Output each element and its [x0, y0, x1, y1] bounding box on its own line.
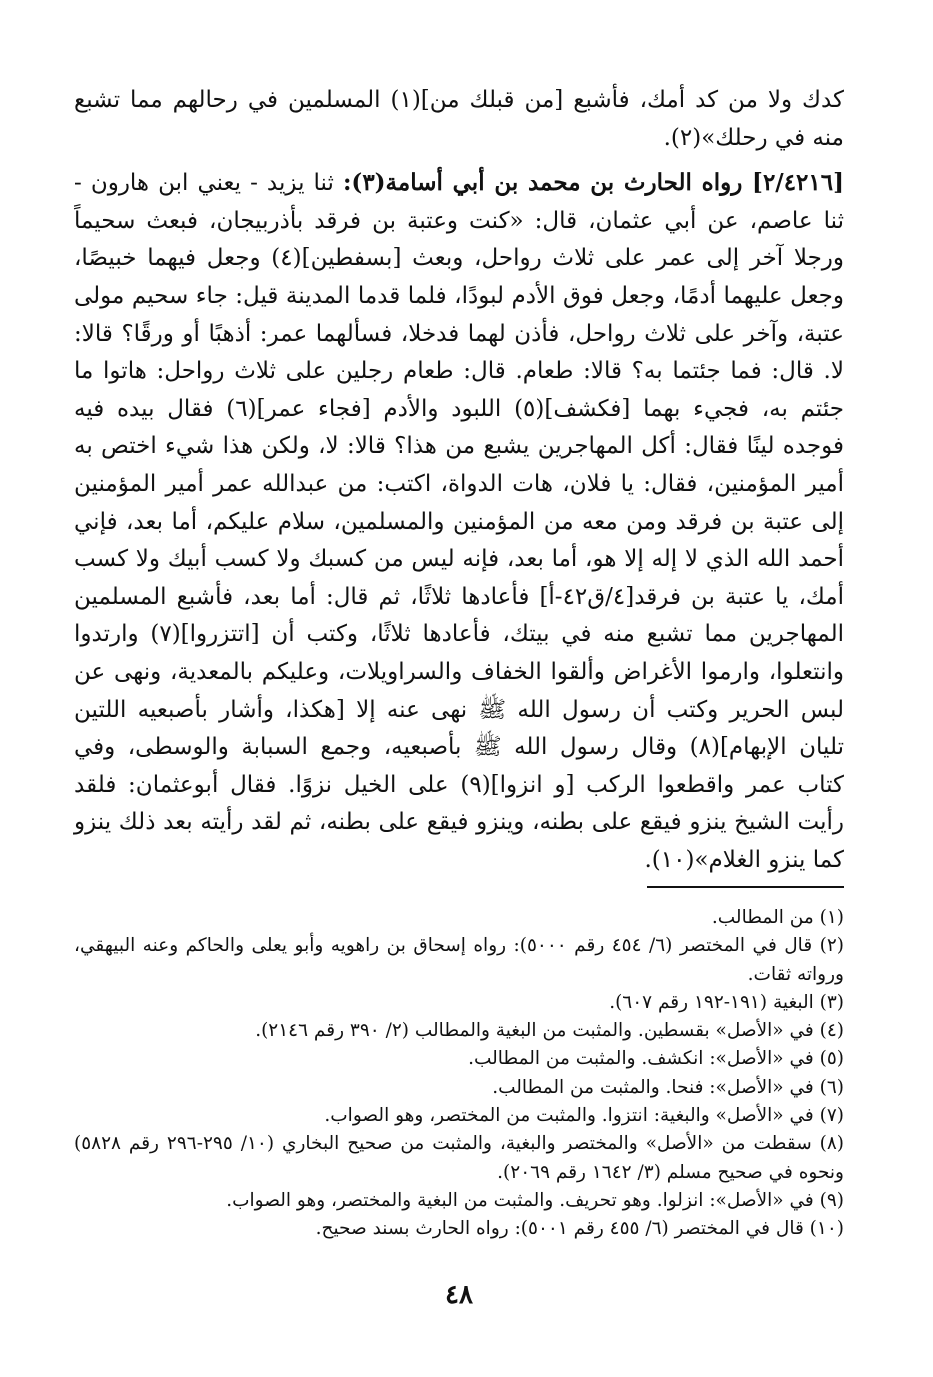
footnote: (٤) في «الأصل» بقسطين. والمثبت من البغية والمطالب (٢/ ٣٩٠ رقم ٢١٤٦).	[255, 1020, 844, 1042]
footnote: (١٠) قال في المختصر (٦/ ٤٥٥ رقم ٥٠٠١): رواه الحارث بسند صحيح.	[315, 1218, 844, 1240]
footnote-separator	[647, 886, 844, 888]
page-number: ٤٨	[445, 1280, 473, 1310]
footnote: (٥) في «الأصل»: انكشف. والمثبت من المطالب.	[468, 1048, 844, 1070]
footnote: (٩) في «الأصل»: انزلوا. وهو تحريف. والمثبت من البغية والمختصر، وهو الصواب.	[226, 1189, 844, 1211]
footnote: (٢) قال في المختصر (٦/ ٤٥٤ رقم ٥٠٠٠): رواه إسحاق بن راهويه وأبو يعلى والحاكم وعنه البيهقي، ورواته ثقات.	[74, 935, 844, 985]
hadith-paragraph	[74, 164, 844, 879]
footnote: (٧) في «الأصل» والبغية: انتزوا. والمثبت من المختصر، وهو الصواب.	[324, 1105, 844, 1127]
footnotes-list	[74, 904, 844, 1244]
footnote: (٦) في «الأصل»: فنحا. والمثبت من المطالب.	[492, 1076, 844, 1098]
document-page	[74, 82, 844, 1342]
body-paragraph-1: كدك ولا من كد أمك، فأشبع [من قبلك من](١) المسلمين في رحالهم مما تشبع منه في رحلك»(٢).	[74, 87, 844, 151]
hadith-heading: [٢/٤٢١٦] رواه الحارث بن محمد بن أبي أسامة(٣):	[342, 169, 844, 197]
footnote: (٣) البغية (١٩١-١٩٢ رقم ٦٠٧).	[609, 991, 844, 1013]
hadith-text: ثنا يزيد - يعني ابن هارون - ثنا عاصم، عن أبي عثمان، قال: «كنت وعتبة بن فرقد بأذربيجان، فبعث سحيماً ورجلا آخر إلى عمر على ثلاث رواحل، وبعث [بسفطين](٤) وجعل فيهما خبيصًا، وجعل عليهما أدمًا، وجعل فوق الأدم لبودًا، فلما قدما المدينة قيل: جاء سحيم مولى عتبة، وآخر على ثلاث رواحل، فأذن لهما فدخلا، فسألهما عمر: أذهبًا أو ورقًا؟ قالا: لا. قال: فما جئتما به؟ قالا: طعام. قال: طعام رجلين على ثلاث رواحل: هاتوا ما جئتم به، فجيء بهما [فكشف](٥) اللبود والأدم [فجاء عمر](٦) فقال بيده فيه فوجده لينًا فقال: أكل المهاجرين يشبع من هذا؟ قالا: لا، ولكن هذا شيء اختص به أمير المؤمنين، فقال: يا فلان، هات الدواة، اكتب: من عبدالله عمر أمير المؤمنين إلى عتبة بن فرقد ومن معه من المؤمنين والمسلمين، سلام عليكم، أما بعد، فإني أحمد الله الذي لا إله إلا هو، أما بعد، فإنه ليس من كسبك ولا كسب أبيك ولا كسب أمك، يا عتبة بن فرقد[٤/ق٤٢-أ] فأعادها ثلاثًا، ثم قال: أما بعد، فأشبع المسلمين المهاجرين مما تشبع منه في بيتك، فأعادها ثلاثًا، وكتب أن [اتتزروا](٧) وارتدوا وانتعلوا، وارموا الأغراض وألقوا الخفاف والسراويلات، وعليكم بالمعدية، ونهى عن لبس الحرير وكتب أن رسول الله ﷺ نهى عنه إلا [هكذا، وأشار بأصبعيه اللتين تليان الإبهام](٨) وقال رسول الله ﷺ بأصبعيه، وجمع السبابة والوسطى، وفي كتاب عمر واقطعوا الركب [و انزوا](٩) على الخيل نزوًا. فقال أبوعثمان: فلقد رأيت الشيخ ينزو فيقع على بطنه، وينزو فيقع على بطنه، ثم لقد رأيته بعد ذلك ينزو كما ينزو الغلام»(١٠).	[74, 170, 845, 873]
footnote: (٨) سقطت من «الأصل» والمختصر والبغية، والمثبت من صحيح البخاري (١٠/ ٢٩٥-٢٩٦ رقم ٥٨٢٨) ونحوه في صحيح مسلم (٣/ ١٦٤٢ رقم ٢٠٦٩).	[74, 1133, 844, 1183]
footnote: (١) من المطالب.	[711, 907, 844, 928]
